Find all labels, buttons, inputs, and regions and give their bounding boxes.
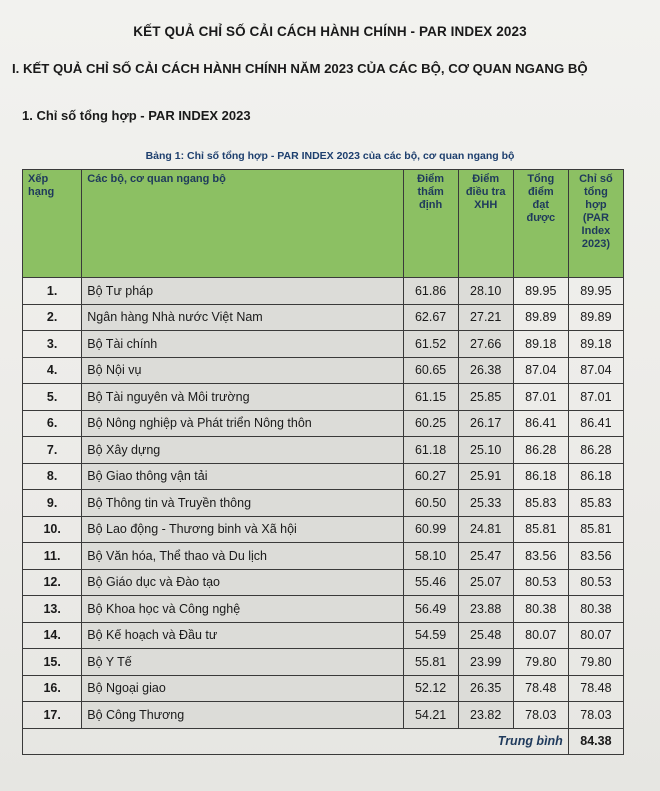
cell-appraisal-score: 62.67 [403,304,458,331]
cell-rank: 4. [23,357,82,384]
cell-agency-name: Bộ Tài nguyên và Môi trường [82,384,403,411]
cell-rank: 5. [23,384,82,411]
table-row [23,463,624,490]
header-total: Tổng điểm đạt được [513,170,568,278]
cell-survey-score: 26.35 [458,675,513,702]
cell-appraisal-score: 60.27 [403,463,458,490]
cell-rank: 16. [23,675,82,702]
table-header-row [23,170,624,278]
cell-par-index: 80.07 [568,622,623,649]
cell-survey-score: 23.99 [458,649,513,676]
cell-rank: 12. [23,569,82,596]
document-title: KẾT QUẢ CHỈ SỐ CẢI CÁCH HÀNH CHÍNH - PAR INDEX 2023 [133,24,527,39]
cell-appraisal-score: 52.12 [403,675,458,702]
cell-rank: 2. [23,304,82,331]
cell-appraisal-score: 60.25 [403,410,458,437]
cell-agency-name: Bộ Tài chính [82,331,403,358]
cell-total-score: 89.95 [513,278,568,305]
cell-par-index: 85.81 [568,516,623,543]
cell-appraisal-score: 61.18 [403,437,458,464]
cell-rank: 6. [23,410,82,437]
cell-survey-score: 25.48 [458,622,513,649]
cell-agency-name: Bộ Nội vụ [82,357,403,384]
cell-appraisal-score: 60.65 [403,357,458,384]
cell-par-index: 87.01 [568,384,623,411]
cell-total-score: 83.56 [513,543,568,570]
table-row [23,278,624,305]
cell-par-index: 89.89 [568,304,623,331]
cell-appraisal-score: 61.52 [403,331,458,358]
cell-par-index: 86.18 [568,463,623,490]
cell-survey-score: 23.82 [458,702,513,729]
cell-survey-score: 28.10 [458,278,513,305]
cell-rank: 10. [23,516,82,543]
cell-appraisal-score: 58.10 [403,543,458,570]
cell-agency-name: Bộ Giao thông vận tải [82,463,403,490]
cell-survey-score: 25.85 [458,384,513,411]
cell-agency-name: Bộ Giáo dục và Đào tạo [82,569,403,596]
table-row [23,569,624,596]
table-body [23,278,624,729]
cell-total-score: 80.07 [513,622,568,649]
cell-par-index: 83.56 [568,543,623,570]
cell-agency-name: Bộ Công Thương [82,702,403,729]
cell-agency-name: Bộ Kế hoạch và Đầu tư [82,622,403,649]
table-row [23,596,624,623]
table-row [23,675,624,702]
cell-appraisal-score: 60.50 [403,490,458,517]
average-label: Trung bình [23,728,569,754]
table-row [23,437,624,464]
cell-par-index: 80.53 [568,569,623,596]
par-index-table [22,169,624,755]
table-row [23,304,624,331]
cell-survey-score: 24.81 [458,516,513,543]
cell-rank: 3. [23,331,82,358]
average-row [23,728,624,754]
cell-total-score: 80.53 [513,569,568,596]
cell-appraisal-score: 60.99 [403,516,458,543]
header-appraisal: Điểm thẩm định [403,170,458,278]
cell-total-score: 79.80 [513,649,568,676]
cell-total-score: 86.28 [513,437,568,464]
header-survey: Điểm điều tra XHH [458,170,513,278]
cell-total-score: 78.03 [513,702,568,729]
table-row [23,331,624,358]
cell-total-score: 80.38 [513,596,568,623]
cell-agency-name: Bộ Nông nghiệp và Phát triển Nông thôn [82,410,403,437]
table-row [23,357,624,384]
cell-agency-name: Bộ Y Tế [82,649,403,676]
cell-survey-score: 27.21 [458,304,513,331]
table-row [23,543,624,570]
cell-agency-name: Bộ Xây dựng [82,437,403,464]
cell-par-index: 80.38 [568,596,623,623]
cell-appraisal-score: 61.15 [403,384,458,411]
cell-rank: 14. [23,622,82,649]
cell-appraisal-score: 55.46 [403,569,458,596]
cell-appraisal-score: 56.49 [403,596,458,623]
average-value: 84.38 [568,728,623,754]
sub-heading: 1. Chỉ số tổng hợp - PAR INDEX 2023 [22,108,251,123]
cell-agency-name: Bộ Văn hóa, Thể thao và Du lịch [82,543,403,570]
cell-survey-score: 27.66 [458,331,513,358]
cell-rank: 9. [23,490,82,517]
cell-survey-score: 25.10 [458,437,513,464]
cell-agency-name: Bộ Ngoại giao [82,675,403,702]
cell-appraisal-score: 54.59 [403,622,458,649]
cell-survey-score: 25.33 [458,490,513,517]
cell-survey-score: 25.07 [458,569,513,596]
cell-agency-name: Bộ Lao động - Thương binh và Xã hội [82,516,403,543]
cell-par-index: 78.03 [568,702,623,729]
cell-agency-name: Bộ Thông tin và Truyền thông [82,490,403,517]
cell-total-score: 78.48 [513,675,568,702]
cell-agency-name: Bộ Tư pháp [82,278,403,305]
table-row [23,410,624,437]
cell-par-index: 86.28 [568,437,623,464]
cell-total-score: 89.18 [513,331,568,358]
cell-agency-name: Ngân hàng Nhà nước Việt Nam [82,304,403,331]
cell-survey-score: 26.17 [458,410,513,437]
cell-rank: 8. [23,463,82,490]
cell-rank: 7. [23,437,82,464]
cell-total-score: 85.83 [513,490,568,517]
cell-rank: 15. [23,649,82,676]
cell-par-index: 79.80 [568,649,623,676]
cell-par-index: 86.41 [568,410,623,437]
cell-par-index: 89.95 [568,278,623,305]
cell-par-index: 87.04 [568,357,623,384]
cell-rank: 1. [23,278,82,305]
cell-par-index: 85.83 [568,490,623,517]
section-heading: I. KẾT QUẢ CHỈ SỐ CẢI CÁCH HÀNH CHÍNH NĂM 2023 CỦA CÁC BỘ, CƠ QUAN NGANG BỘ [12,61,588,76]
cell-total-score: 85.81 [513,516,568,543]
cell-appraisal-score: 54.21 [403,702,458,729]
cell-par-index: 78.48 [568,675,623,702]
table-row [23,516,624,543]
cell-par-index: 89.18 [568,331,623,358]
cell-survey-score: 25.47 [458,543,513,570]
cell-agency-name: Bộ Khoa học và Công nghệ [82,596,403,623]
header-index: Chỉ số tổng hợp (PAR Index 2023) [568,170,623,278]
header-name: Các bộ, cơ quan ngang bộ [82,170,403,278]
table-row [23,490,624,517]
cell-appraisal-score: 55.81 [403,649,458,676]
cell-survey-score: 26.38 [458,357,513,384]
cell-total-score: 86.18 [513,463,568,490]
cell-survey-score: 25.91 [458,463,513,490]
table-row [23,702,624,729]
cell-total-score: 86.41 [513,410,568,437]
cell-rank: 11. [23,543,82,570]
cell-appraisal-score: 61.86 [403,278,458,305]
cell-rank: 13. [23,596,82,623]
cell-rank: 17. [23,702,82,729]
table-row [23,649,624,676]
cell-total-score: 89.89 [513,304,568,331]
table-row [23,622,624,649]
table-row [23,384,624,411]
cell-total-score: 87.01 [513,384,568,411]
cell-total-score: 87.04 [513,357,568,384]
cell-survey-score: 23.88 [458,596,513,623]
table-caption: Bảng 1: Chỉ số tổng hợp - PAR INDEX 2023 của các bộ, cơ quan ngang bộ [145,150,515,162]
header-rank: Xếp hạng [23,170,82,278]
